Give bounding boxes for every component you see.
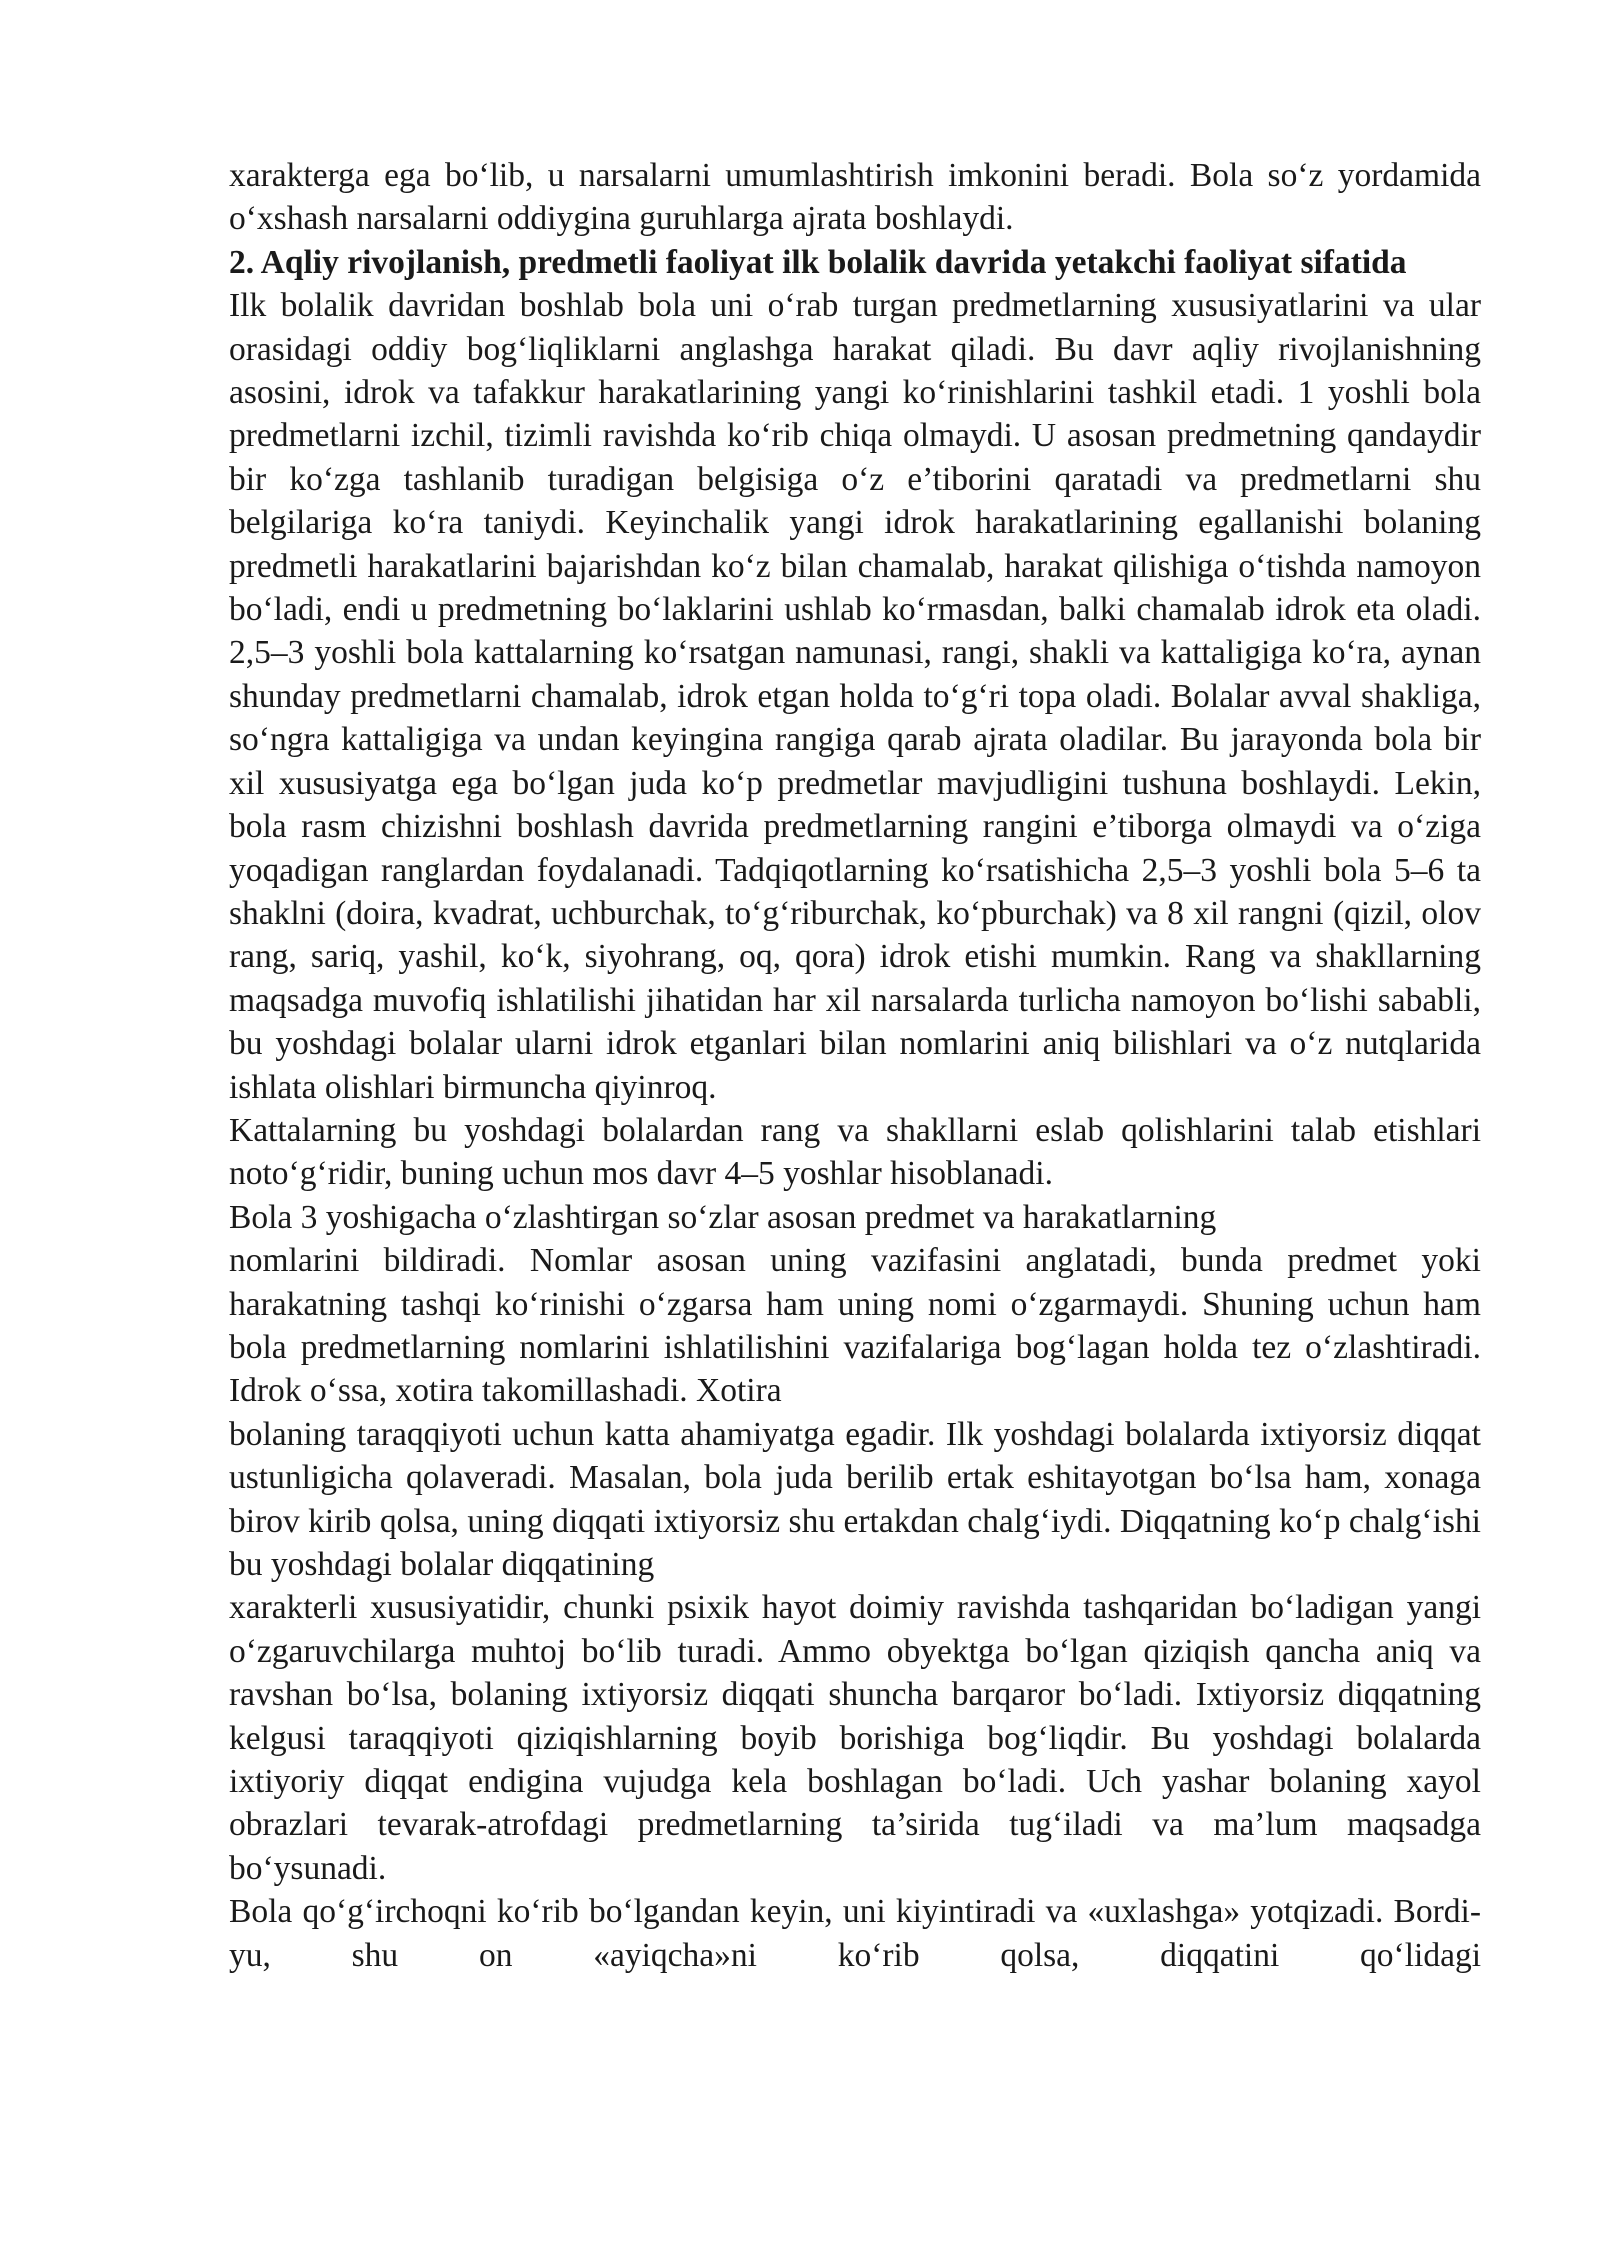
section-heading: 2. Aqliy rivojlanish, predmetli faoliyat ilk bolalik davrida yetakchi faoliyat sifatida	[229, 243, 1407, 281]
paragraph-adults-expectations: Kattalarning bu yoshdagi bolalardan rang va shakllarni eslab qolishlarini talab etishlari noto‘g‘ridir, buning uchun mos davr 4–5 yoshlar hisoblanadi.	[229, 1111, 1481, 1193]
paragraph-names-meaning: nomlarini bildiradi. Nomlar asosan uning vazifasini anglatadi, bunda predmet yoki harakatning tashqi ko‘rinishi o‘zgarsa ham uning nomi o‘zgarmaydi. Shuning uchun ham bola predmetlarning nomlarini ishlatilishini vazifalariga bog‘lagan holda tez o‘zlashtiradi. Idrok o‘ssa, xotira takomillashadi. Xotira	[229, 1242, 1481, 1410]
paragraph-words-by-three: Bola 3 yoshigacha o‘zlashtirgan so‘zlar asosan predmet va harakatlarning	[229, 1198, 1217, 1236]
paragraph-memory-attention: bolaning taraqqiyoti uchun katta ahamiyatga egadir. Ilk yoshdagi bolalarda ixtiyorsiz diqqat ustunligicha qolaveradi. Masalan, bola juda berilib ertak eshitayotgan bo‘lsa ham, xonaga birov kirib qolsa, uning diqqati ixtiyorsiz shu ertakdan chalg‘iydi. Diqqatning ko‘p chalg‘ishi bu yoshdagi bolalar diqqatining	[229, 1415, 1481, 1583]
paragraph-attention-traits: xarakterli xususiyatidir, chunki psixik hayot doimiy ravishda tashqaridan bo‘ladigan yangi o‘zgaruvchilarga muhtoj bo‘lib turadi. Ammo obyektga bo‘lgan qiziqish qancha aniq va ravshan bo‘lsa, bolaning ixtiyorsiz diqqati shuncha barqaror bo‘ladi. Ixtiyorsiz diqqatning kelgusi taraqqiyoti qiziqishlarning boyib borishiga bog‘liqdir. Bu yoshdagi bolalarda ixtiyoriy diqqat endigina vujudga kela boshlagan bo‘ladi. Uch yashar bolaning xayol obrazlari tevarak-atrofdagi predmetlarning ta’sirida tug‘iladi va ma’lum maqsadga bo‘ysunadi.	[229, 1589, 1481, 1887]
document-body	[229, 154, 1481, 1977]
paragraph-doll-example: Bola qo‘g‘irchoqni ko‘rib bo‘lgandan keyin, uni kiyintiradi va «uxlashga» yotqizadi. Bordi-yu, shu on «ayiqcha»ni ko‘rib qolsa, diqqatini qo‘lidagi	[229, 1893, 1481, 1974]
paragraph-mental-development: Ilk bolalik davridan boshlab bola uni o‘rab turgan predmetlarning xususiyatlarini va ular orasidagi oddiy bog‘liqliklarni anglashga harakat qiladi. Bu davr aqliy rivojlanishning asosini, idrok va tafakkur harakatlarining yangi ko‘rinishlarini tashkil etadi. 1 yoshli bola predmetlarni izchil, tizimli ravishda ko‘rib chiqa olmaydi. U asosan predmetning qandaydir bir ko‘zga tashlanib turadigan belgisiga o‘z e’tiborini qaratadi va predmetlarni shu belgilariga ko‘ra taniydi. Keyinchalik yangi idrok harakatlarining egallanishi bolaning predmetli harakatlarini bajarishdan ko‘z bilan chamalab, harakat qilishiga o‘tishda namoyon bo‘ladi, endi u predmetning bo‘laklarini ushlab ko‘rmasdan, balki chamalab idrok eta oladi. 2,5–3 yoshli bola kattalarning ko‘rsatgan namunasi, rangi, shakli va kattaligiga ko‘ra, aynan shunday predmetlarni chamalab, idrok etgan holda to‘g‘ri topa oladi. Bolalar avval shakliga, so‘ngra kattaligiga va undan keyingina rangiga qarab ajrata oladilar. Bu jarayonda bola bir xil xususiyatga ega bo‘lgan juda ko‘p predmetlar mavjudligini tushuna boshlaydi. Lekin, bola rasm chizishni boshlash davrida predmetlarning rangini e’tiborga olmaydi va o‘ziga yoqadigan ranglardan foydalanadi. Tadqiqotlarning ko‘rsatishicha 2,5–3 yoshli bola 5–6 ta shaklni (doira, kvadrat, uchburchak, to‘g‘riburchak, ko‘pburchak) va 8 xil rangni (qizil, olov rang, sariq, yashil, ko‘k, siyohrang, oq, qora) idrok etishi mumkin. Rang va shakllarning maqsadga muvofiq ishlatilishi jihatidan har xil narsalarda turlicha namoyon bo‘lishi sababli, bu yoshdagi bolalar ularni idrok etganlari bilan nomlarini aniq bilishlari va o‘z nutqlarida ishlata olishlari birmuncha qiyinroq.	[229, 287, 1481, 1106]
paragraph-intro-continuation: xarakterga ega bo‘lib, u narsalarni umumlashtirish imkonini beradi. Bola so‘z yordamida o‘xshash narsalarni oddiygina guruhlarga ajrata boshlaydi.	[229, 157, 1481, 238]
